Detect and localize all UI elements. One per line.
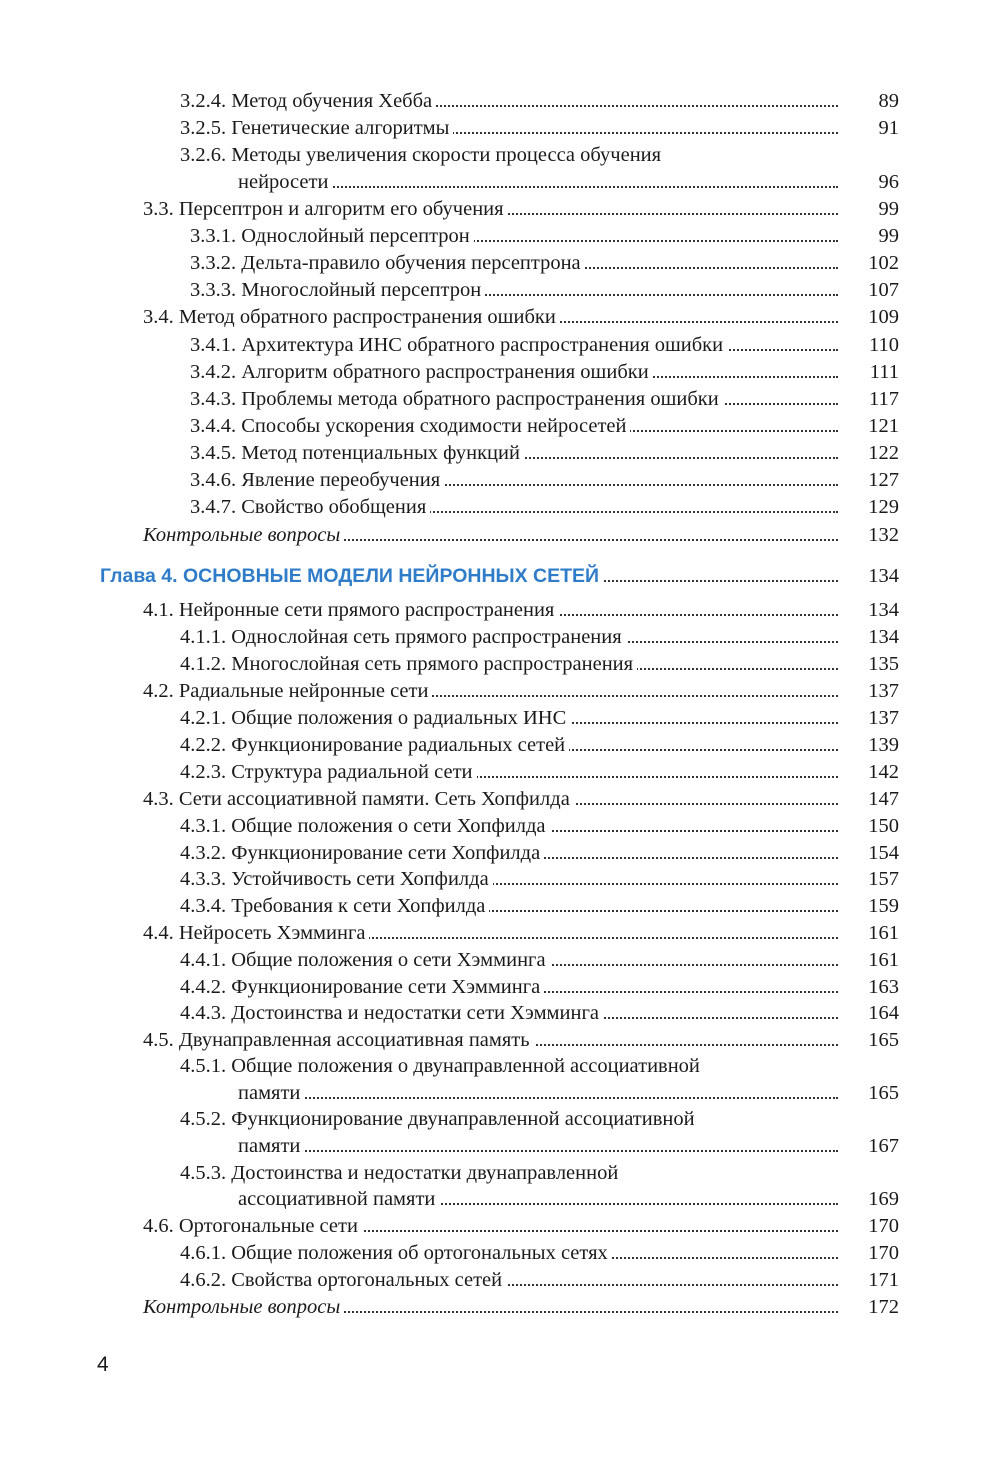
toc-entry[interactable] xyxy=(0,759,1000,786)
toc-entry-page: 161 xyxy=(868,949,899,971)
toc-entry[interactable] xyxy=(0,359,1000,386)
toc-entry-title: 4.1. Нейронные сети прямого распространения xyxy=(143,597,558,624)
toc-entry-title: 3.3. Персептрон и алгоритм его обучения xyxy=(143,196,508,223)
toc-entry-title: 4.6.1. Общие положения об ортогональных сетях xyxy=(180,1240,612,1267)
toc-chapter-heading[interactable] xyxy=(0,563,1000,590)
toc-entry-page: 122 xyxy=(868,442,899,464)
toc-entry-page: 132 xyxy=(868,524,899,546)
toc-entry-page: 91 xyxy=(878,117,899,139)
toc-entry[interactable] xyxy=(0,947,1000,974)
toc-entry-page: 165 xyxy=(868,1082,899,1104)
toc-entry-continuation: ассоциативной памяти xyxy=(238,1186,439,1213)
toc-entry-page: 167 xyxy=(868,1135,899,1157)
toc-entry[interactable] xyxy=(0,974,1000,1001)
toc-entry-title: 3.2.5. Генетические алгоритмы xyxy=(180,115,453,142)
toc-entry-title: 3.4. Метод обратного распространения ошибки xyxy=(143,304,560,331)
toc-entry[interactable] xyxy=(0,1240,1000,1267)
toc-entry[interactable] xyxy=(0,840,1000,867)
toc-entry-page: 163 xyxy=(868,976,899,998)
toc-entry[interactable] xyxy=(0,1213,1000,1240)
toc-entry[interactable] xyxy=(0,678,1000,705)
toc-entry[interactable] xyxy=(0,813,1000,840)
toc-entry-page: 96 xyxy=(878,171,899,193)
toc-entry[interactable] xyxy=(0,467,1000,494)
toc-entry-title: 4.4.2. Функционирование сети Хэмминга xyxy=(180,974,544,1001)
toc-entry-title: 4.5. Двунаправленная ассоциативная память xyxy=(143,1027,534,1054)
toc-entry-title: 3.4.2. Алгоритм обратного распространения ошибки xyxy=(190,359,653,386)
dot-leader xyxy=(238,1150,838,1152)
toc-entry-title: 4.4. Нейросеть Хэмминга xyxy=(143,920,369,947)
toc-entry[interactable] xyxy=(0,332,1000,359)
toc-entry-page: 165 xyxy=(868,1029,899,1051)
toc-entry-page: 134 xyxy=(868,599,899,621)
toc-entry[interactable] xyxy=(0,1133,1000,1160)
toc-entry-page: 137 xyxy=(868,680,899,702)
toc-entry-continuation: памяти xyxy=(238,1133,304,1160)
toc-entry-page: 121 xyxy=(868,415,899,437)
toc-entry-page: 170 xyxy=(868,1215,899,1237)
toc-entry-page: 154 xyxy=(868,842,899,864)
toc-entry-page: 134 xyxy=(868,626,899,648)
toc-entry[interactable] xyxy=(0,1186,1000,1213)
toc-entry-page: 111 xyxy=(869,361,899,383)
toc-entry-page: 142 xyxy=(868,761,899,783)
toc-entry-page: 134 xyxy=(868,565,899,587)
toc-entry-title[interactable]: 4.5.1. Общие положения о двунаправленной ассоциативной xyxy=(180,1055,700,1077)
toc-entry[interactable] xyxy=(0,386,1000,413)
toc-entry-title: 4.4.3. Достоинства и недостатки сети Хэмминга xyxy=(180,1000,603,1027)
toc-entry-page: 109 xyxy=(868,306,899,328)
toc-entry-title: 4.2. Радиальные нейронные сети xyxy=(143,678,432,705)
toc-entry-page: 102 xyxy=(868,252,899,274)
toc-entry[interactable] xyxy=(0,223,1000,250)
toc-entry-page: 161 xyxy=(868,922,899,944)
toc-entry[interactable] xyxy=(0,1267,1000,1294)
toc-entry-page: 139 xyxy=(868,734,899,756)
toc-entry-title: 4.3.4. Требования к сети Хопфилда xyxy=(180,893,489,920)
toc-entry-page: 117 xyxy=(869,388,899,410)
toc-entry[interactable] xyxy=(0,413,1000,440)
toc-entry-title: 4.1.2. Многослойная сеть прямого распространения xyxy=(180,651,637,678)
toc-entry-title: 4.4.1. Общие положения о сети Хэмминга xyxy=(180,947,550,974)
toc-entry-page: 129 xyxy=(868,496,899,518)
toc-entry-continuation: памяти xyxy=(238,1080,304,1107)
toc-entry[interactable] xyxy=(0,920,1000,947)
toc-entry[interactable] xyxy=(0,494,1000,521)
toc-entry-title: 4.2.2. Функционирование радиальных сетей xyxy=(180,732,569,759)
toc-entry-page: 164 xyxy=(868,1002,899,1024)
toc-entry[interactable] xyxy=(0,651,1000,678)
toc-entry-title: Контрольные вопросы xyxy=(143,1294,344,1321)
toc-entry-page: 110 xyxy=(869,334,899,356)
toc-entry[interactable] xyxy=(0,597,1000,624)
toc-entry-title[interactable]: 4.5.3. Достоинства и недостатки двунаправленной xyxy=(180,1162,619,1184)
toc-entry-title: 3.3.3. Многослойный персептрон xyxy=(190,277,485,304)
toc-entry[interactable] xyxy=(0,304,1000,331)
toc-entry-page: 135 xyxy=(868,653,899,675)
toc-entry[interactable] xyxy=(0,196,1000,223)
toc-entry[interactable] xyxy=(0,88,1000,115)
toc-entry-page: 171 xyxy=(868,1269,899,1291)
toc-entry-title: 4.3.1. Общие положения о сети Хопфилда xyxy=(180,813,550,840)
toc-entry-page: 99 xyxy=(878,198,899,220)
toc-entry[interactable] xyxy=(0,1027,1000,1054)
toc-entry-title: 3.2.4. Метод обучения Хебба xyxy=(180,88,436,115)
toc-entry-page: 147 xyxy=(868,788,899,810)
toc-entry-title: 3.4.6. Явление переобучения xyxy=(190,467,444,494)
toc-entry[interactable] xyxy=(0,250,1000,277)
toc-entry[interactable] xyxy=(0,866,1000,893)
toc-entry[interactable] xyxy=(0,893,1000,920)
toc-entry-title: 3.4.3. Проблемы метода обратного распространения ошибки xyxy=(190,386,723,413)
toc-entry-title: 4.6.2. Свойства ортогональных сетей xyxy=(180,1267,506,1294)
toc-entry[interactable] xyxy=(0,277,1000,304)
toc-entry-review-questions[interactable] xyxy=(0,522,1000,549)
toc-entry-page: 159 xyxy=(868,895,899,917)
dot-leader xyxy=(238,1097,838,1099)
toc-entry[interactable] xyxy=(0,705,1000,732)
toc-entry-title: 4.2.3. Структура радиальной сети xyxy=(180,759,477,786)
toc-entry[interactable] xyxy=(0,1000,1000,1027)
toc-entry-page: 99 xyxy=(878,225,899,247)
toc-entry-title: 3.4.7. Свойство обобщения xyxy=(190,494,430,521)
toc-entry-page: 137 xyxy=(868,707,899,729)
toc-entry-title: 3.4.4. Способы ускорения сходимости нейросетей xyxy=(190,413,630,440)
toc-entry-title: 3.4.5. Метод потенциальных функций xyxy=(190,440,524,467)
toc-entry-continuation: нейросети xyxy=(238,169,332,196)
toc-entry-page: 127 xyxy=(868,469,899,491)
toc-entry[interactable] xyxy=(0,169,1000,196)
chapter-title: Глава 4. ОСНОВНЫЕ МОДЕЛИ НЕЙРОННЫХ СЕТЕЙ xyxy=(100,563,603,590)
toc-entry-title[interactable]: 4.5.2. Функционирование двунаправленной ассоциативной xyxy=(180,1108,695,1130)
toc-entry[interactable] xyxy=(0,786,1000,813)
toc-entry[interactable] xyxy=(0,732,1000,759)
toc-entry-page: 169 xyxy=(868,1188,899,1210)
toc-entry-page: 170 xyxy=(868,1242,899,1264)
toc-entry[interactable] xyxy=(0,624,1000,651)
toc-entry-title: 4.3.3. Устойчивость сети Хопфилда xyxy=(180,866,493,893)
toc-entry-page: 172 xyxy=(868,1296,899,1318)
toc-entry[interactable] xyxy=(0,440,1000,467)
toc-entry[interactable] xyxy=(0,1080,1000,1107)
toc-entry-review-questions[interactable] xyxy=(0,1294,1000,1321)
page-number: 4 xyxy=(97,1353,109,1376)
toc-entry-title: Контрольные вопросы xyxy=(143,522,344,549)
toc-entry-title: 3.3.1. Однослойный персептрон xyxy=(190,223,474,250)
toc-entry-title[interactable]: 3.2.6. Методы увеличения скорости процесса обучения xyxy=(180,144,662,166)
toc-entry-title: 4.2.1. Общие положения о радиальных ИНС xyxy=(180,705,570,732)
toc-entry[interactable] xyxy=(0,115,1000,142)
toc-entry-page: 150 xyxy=(868,815,899,837)
toc-entry-title: 4.3. Сети ассоциативной памяти. Сеть Хопфилда xyxy=(143,786,574,813)
toc-entry-page: 157 xyxy=(868,868,899,890)
toc-entry-title: 3.3.2. Дельта-правило обучения персептрона xyxy=(190,250,585,277)
toc-entry-title: 4.1.1. Однослойная сеть прямого распространения xyxy=(180,624,626,651)
toc-entry-title: 3.4.1. Архитектура ИНС обратного распространения ошибки xyxy=(190,332,727,359)
toc-entry-page: 107 xyxy=(868,279,899,301)
toc-entry-title: 4.3.2. Функционирование сети Хопфилда xyxy=(180,840,544,867)
toc-entry-title: 4.6. Ортогональные сети xyxy=(143,1213,362,1240)
toc-entry-page: 89 xyxy=(878,90,899,112)
